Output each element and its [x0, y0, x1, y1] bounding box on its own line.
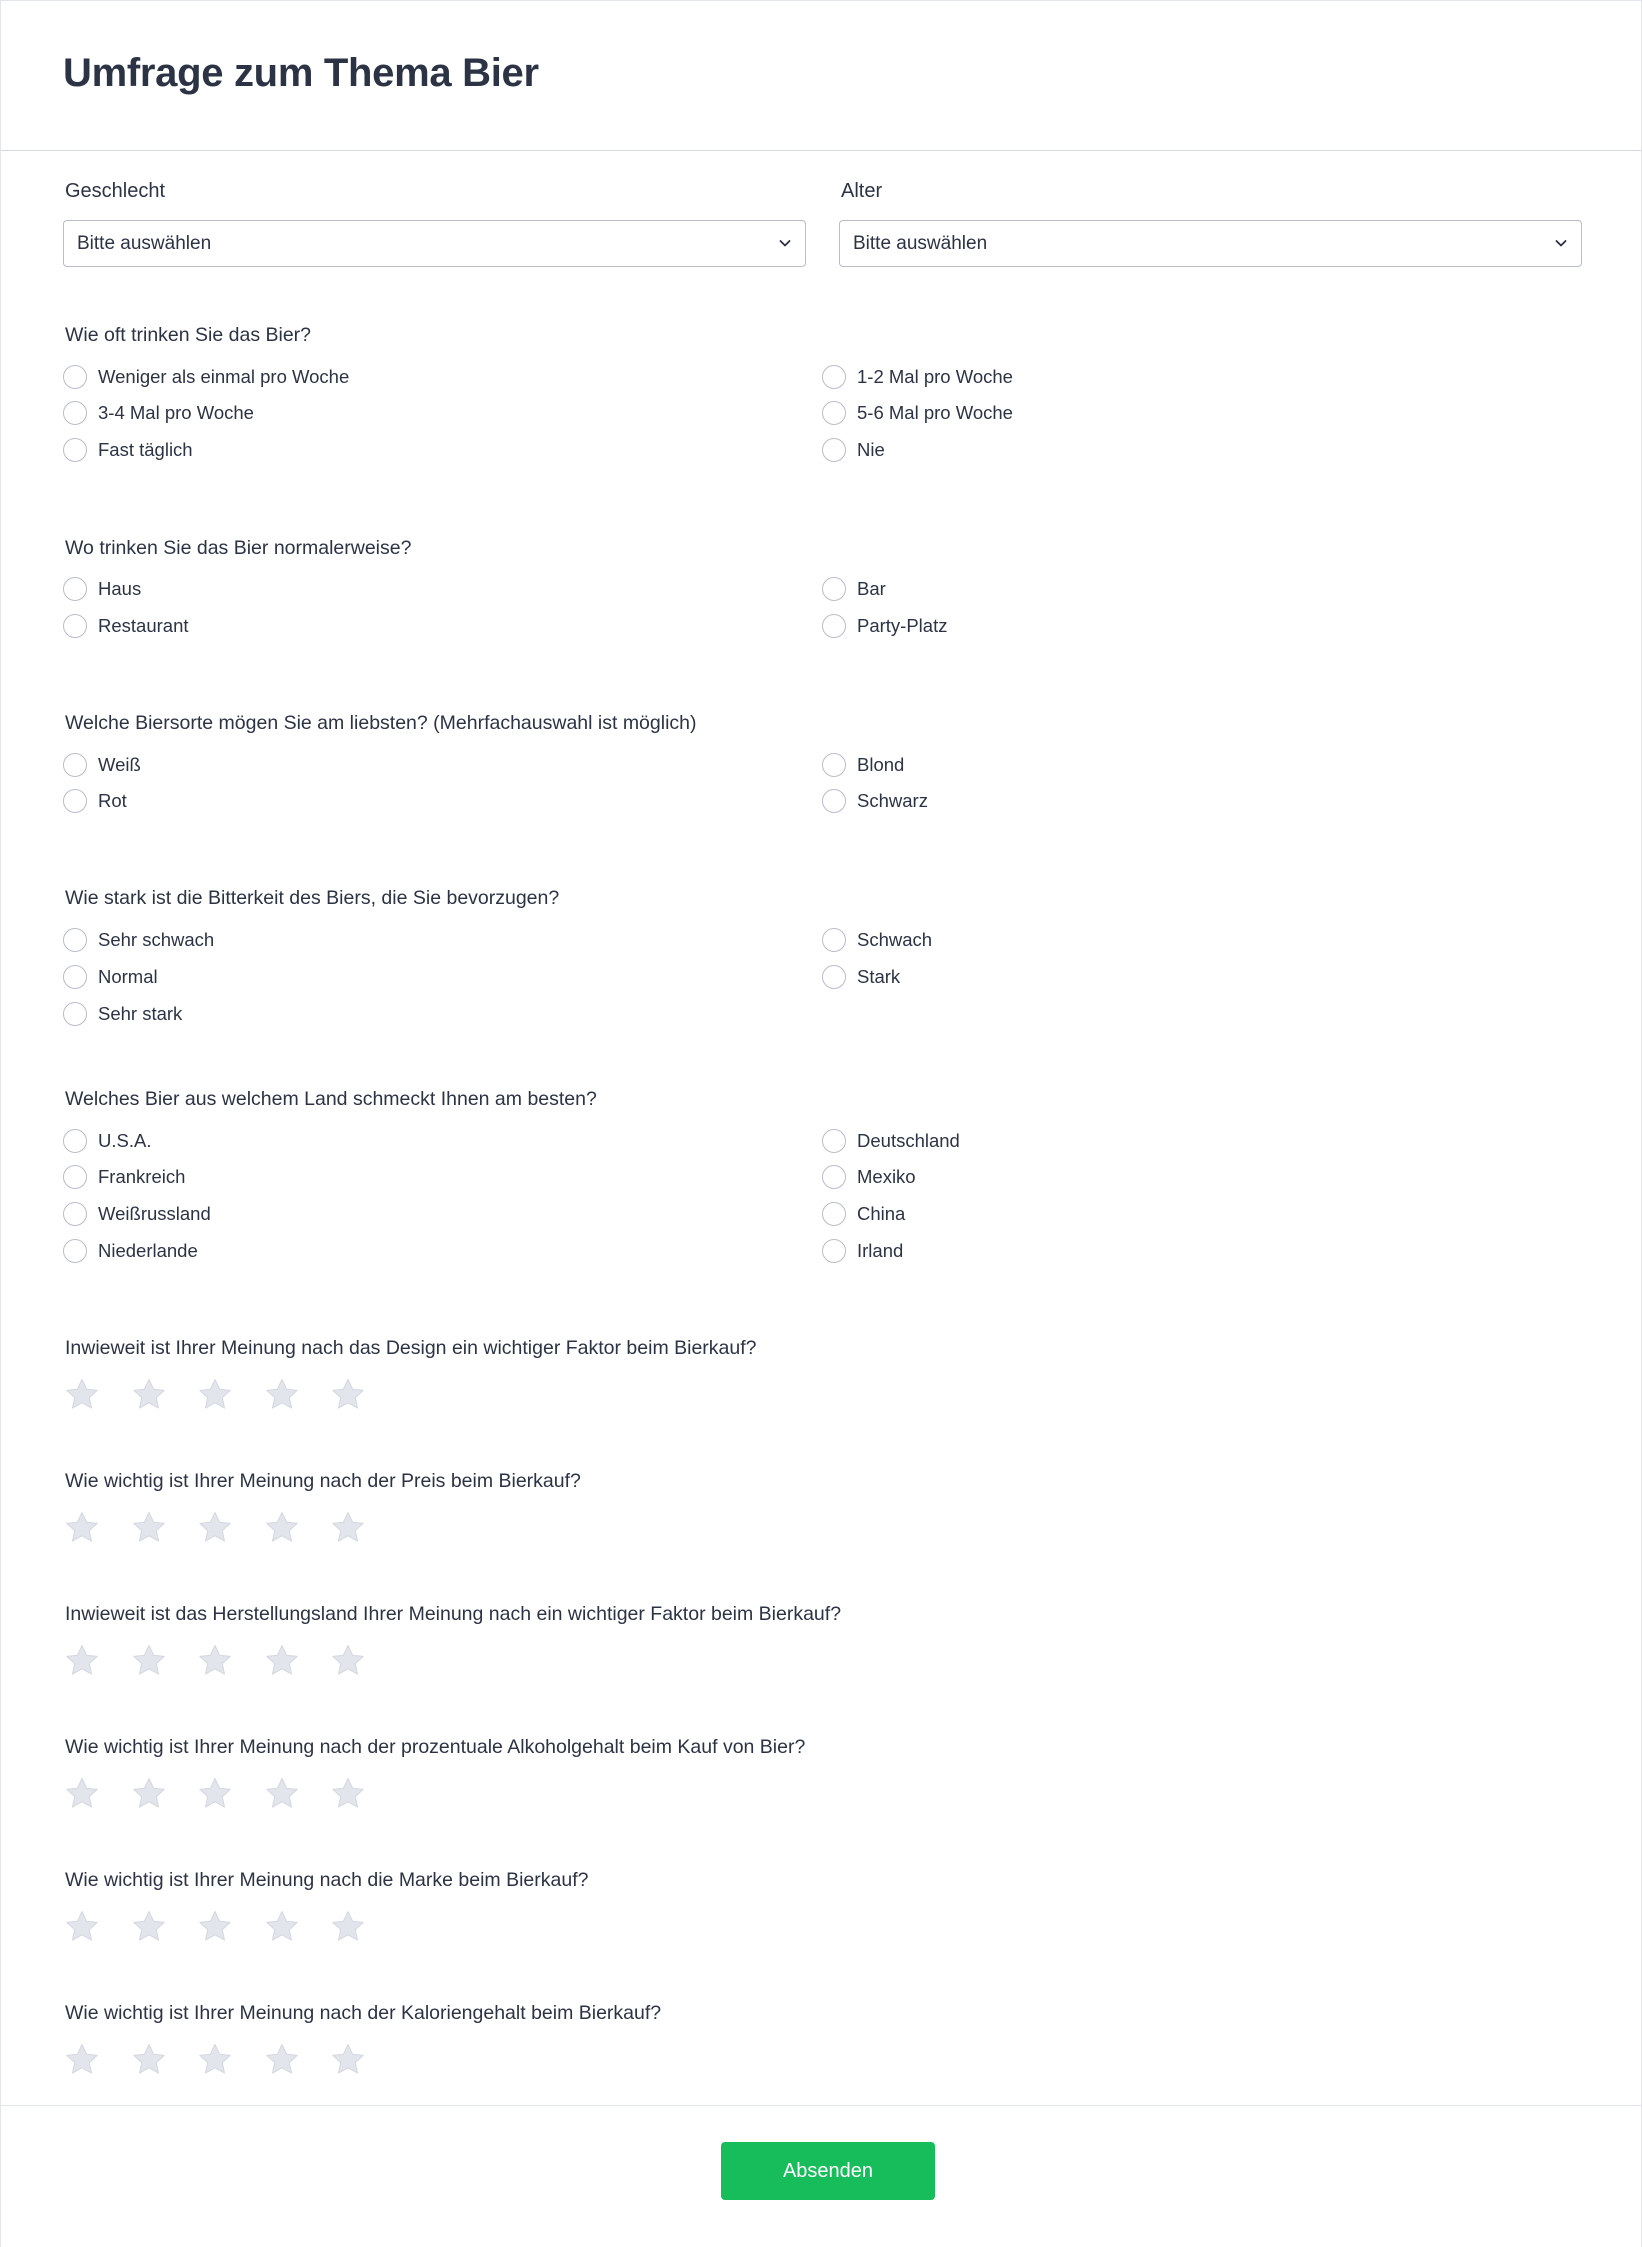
star-icon[interactable] [196, 1908, 234, 1946]
radio-icon[interactable] [822, 1239, 846, 1263]
star-rating [63, 1775, 396, 1813]
star-rating [63, 1509, 396, 1547]
option-label: Schwarz [857, 790, 928, 811]
star-icon[interactable] [63, 1642, 101, 1680]
form-header [1, 0, 1641, 151]
option-label: Stark [857, 966, 901, 987]
star-icon[interactable] [63, 1908, 101, 1946]
option-label: Weiß [98, 754, 141, 775]
option-label: Haus [98, 578, 142, 599]
option-label: Normal [98, 966, 158, 987]
star-icon[interactable] [329, 1376, 367, 1414]
radio-option[interactable] [822, 927, 932, 953]
star-icon[interactable] [130, 1509, 168, 1547]
star-rating [63, 1376, 396, 1414]
option-label: Party-Platz [857, 615, 948, 636]
star-icon[interactable] [63, 1509, 101, 1547]
radio-icon[interactable] [63, 365, 87, 389]
star-icon[interactable] [263, 1509, 301, 1547]
option-label: Sehr schwach [98, 929, 215, 950]
star-icon[interactable] [130, 1642, 168, 1680]
radio-option[interactable] [63, 964, 158, 990]
option-label: 3-4 Mal pro Woche [98, 402, 254, 423]
rating-question-calories: Wie wichtig ist Ihrer Meinung nach der Kaloriengehalt beim Bierkauf? [65, 2002, 662, 2024]
radio-icon[interactable] [63, 1002, 87, 1026]
radio-icon[interactable] [822, 789, 846, 813]
radio-option[interactable] [822, 364, 1013, 390]
question-bitterness: Wie stark ist die Bitterkeit des Biers, die Sie bevorzugen? [65, 887, 560, 909]
option-label: Nie [857, 439, 885, 460]
submit-button[interactable]: Absenden [721, 2142, 935, 2200]
radio-icon[interactable] [63, 965, 87, 989]
radio-option[interactable] [63, 1201, 211, 1227]
radio-option[interactable] [822, 788, 928, 814]
radio-icon[interactable] [822, 928, 846, 952]
option-label: U.S.A. [98, 1130, 152, 1151]
gender-label: Geschlecht [65, 180, 166, 202]
gender-select-value: Bitte auswählen [77, 233, 212, 254]
radio-icon[interactable] [63, 753, 87, 777]
star-icon[interactable] [63, 1376, 101, 1414]
gender-select[interactable] [63, 220, 806, 267]
star-rating [63, 1642, 396, 1680]
radio-icon[interactable] [63, 1129, 87, 1153]
chevron-down-icon [777, 235, 793, 251]
page-title: Umfrage zum Thema Bier [63, 51, 539, 95]
rating-question-brand: Wie wichtig ist Ihrer Meinung nach die Marke beim Bierkauf? [65, 1869, 589, 1891]
chevron-down-icon [1553, 235, 1569, 251]
star-icon[interactable] [130, 1908, 168, 1946]
option-label: 5-6 Mal pro Woche [857, 402, 1013, 423]
radio-icon[interactable] [822, 614, 846, 638]
star-icon[interactable] [63, 1775, 101, 1813]
radio-option[interactable] [822, 1238, 903, 1264]
rating-question-design: Inwieweit ist Ihrer Meinung nach das Design ein wichtiger Faktor beim Bierkauf? [65, 1337, 757, 1359]
radio-option[interactable] [63, 1238, 198, 1264]
option-label: Weniger als einmal pro Woche [98, 366, 350, 387]
star-rating [63, 2041, 396, 2079]
question-country: Welches Bier aus welchem Land schmeckt Ihnen am besten? [65, 1088, 597, 1110]
star-icon[interactable] [263, 2041, 301, 2079]
age-select[interactable] [839, 220, 1582, 267]
option-label: Rot [98, 790, 127, 811]
star-icon[interactable] [196, 1642, 234, 1680]
star-icon[interactable] [263, 1775, 301, 1813]
option-label: Schwach [857, 929, 933, 950]
radio-icon[interactable] [822, 1165, 846, 1189]
radio-option[interactable] [63, 927, 214, 953]
option-label: Bar [857, 578, 886, 599]
radio-icon[interactable] [63, 1239, 87, 1263]
star-icon[interactable] [329, 1775, 367, 1813]
radio-option[interactable] [822, 1128, 960, 1154]
star-rating [63, 1908, 396, 1946]
star-icon[interactable] [196, 1376, 234, 1414]
radio-icon[interactable] [63, 928, 87, 952]
star-icon[interactable] [196, 2041, 234, 2079]
option-label: Sehr stark [98, 1003, 183, 1024]
age-label: Alter [841, 180, 883, 202]
star-icon[interactable] [263, 1908, 301, 1946]
star-icon[interactable] [130, 1376, 168, 1414]
radio-icon[interactable] [822, 438, 846, 462]
radio-option[interactable] [63, 788, 127, 814]
question-beer-type: Welche Biersorte mögen Sie am liebsten? (Mehrfachauswahl ist möglich) [65, 712, 697, 734]
star-icon[interactable] [329, 1642, 367, 1680]
radio-option[interactable] [822, 1201, 905, 1227]
option-label: Blond [857, 754, 905, 775]
option-label: Deutschland [857, 1130, 960, 1151]
option-label: 1-2 Mal pro Woche [857, 366, 1013, 387]
option-label: Restaurant [98, 615, 189, 636]
star-icon[interactable] [130, 2041, 168, 2079]
star-icon[interactable] [196, 1775, 234, 1813]
radio-icon[interactable] [63, 577, 87, 601]
radio-option[interactable] [63, 576, 141, 602]
star-icon[interactable] [263, 1642, 301, 1680]
radio-icon[interactable] [822, 1202, 846, 1226]
radio-option[interactable] [822, 964, 900, 990]
radio-icon[interactable] [63, 1165, 87, 1189]
radio-option[interactable] [63, 364, 349, 390]
radio-icon[interactable] [63, 1202, 87, 1226]
radio-option[interactable] [822, 576, 886, 602]
option-label: Mexiko [857, 1166, 916, 1187]
radio-icon[interactable] [822, 1129, 846, 1153]
radio-icon[interactable] [63, 614, 87, 638]
question-frequency: Wie oft trinken Sie das Bier? [65, 324, 312, 346]
star-icon[interactable] [63, 2041, 101, 2079]
radio-icon[interactable] [822, 401, 846, 425]
rating-question-alcohol: Wie wichtig ist Ihrer Meinung nach der prozentuale Alkoholgehalt beim Kauf von Bier? [65, 1736, 806, 1758]
option-label: China [857, 1203, 906, 1224]
star-icon[interactable] [263, 1376, 301, 1414]
radio-option[interactable] [822, 613, 947, 639]
radio-icon[interactable] [63, 438, 87, 462]
radio-option[interactable] [822, 437, 885, 463]
rating-question-price: Wie wichtig ist Ihrer Meinung nach der Preis beim Bierkauf? [65, 1470, 581, 1492]
option-label: Irland [857, 1240, 904, 1261]
radio-icon[interactable] [822, 753, 846, 777]
radio-option[interactable] [63, 1128, 151, 1154]
star-icon[interactable] [329, 2041, 367, 2079]
star-icon[interactable] [196, 1509, 234, 1547]
radio-icon[interactable] [822, 577, 846, 601]
rating-question-origin: Inwieweit ist das Herstellungsland Ihrer Meinung nach ein wichtiger Faktor beim Bierkauf? [65, 1603, 842, 1625]
option-label: Fast täglich [98, 439, 193, 460]
star-icon[interactable] [329, 1509, 367, 1547]
option-label: Frankreich [98, 1166, 186, 1187]
radio-option[interactable] [63, 1001, 182, 1027]
star-icon[interactable] [329, 1908, 367, 1946]
question-location: Wo trinken Sie das Bier normalerweise? [65, 537, 412, 559]
radio-option[interactable] [822, 1164, 916, 1190]
radio-option[interactable] [63, 752, 141, 778]
radio-icon[interactable] [822, 965, 846, 989]
radio-option[interactable] [63, 400, 254, 426]
star-icon[interactable] [130, 1775, 168, 1813]
radio-icon[interactable] [63, 401, 87, 425]
radio-option[interactable] [822, 400, 1013, 426]
option-label: Weißrussland [98, 1203, 211, 1224]
option-label: Niederlande [98, 1240, 198, 1261]
age-select-value: Bitte auswählen [853, 233, 988, 254]
radio-option[interactable] [63, 613, 189, 639]
radio-option[interactable] [63, 437, 193, 463]
radio-icon[interactable] [63, 789, 87, 813]
radio-option[interactable] [822, 752, 904, 778]
radio-option[interactable] [63, 1164, 185, 1190]
radio-icon[interactable] [822, 365, 846, 389]
